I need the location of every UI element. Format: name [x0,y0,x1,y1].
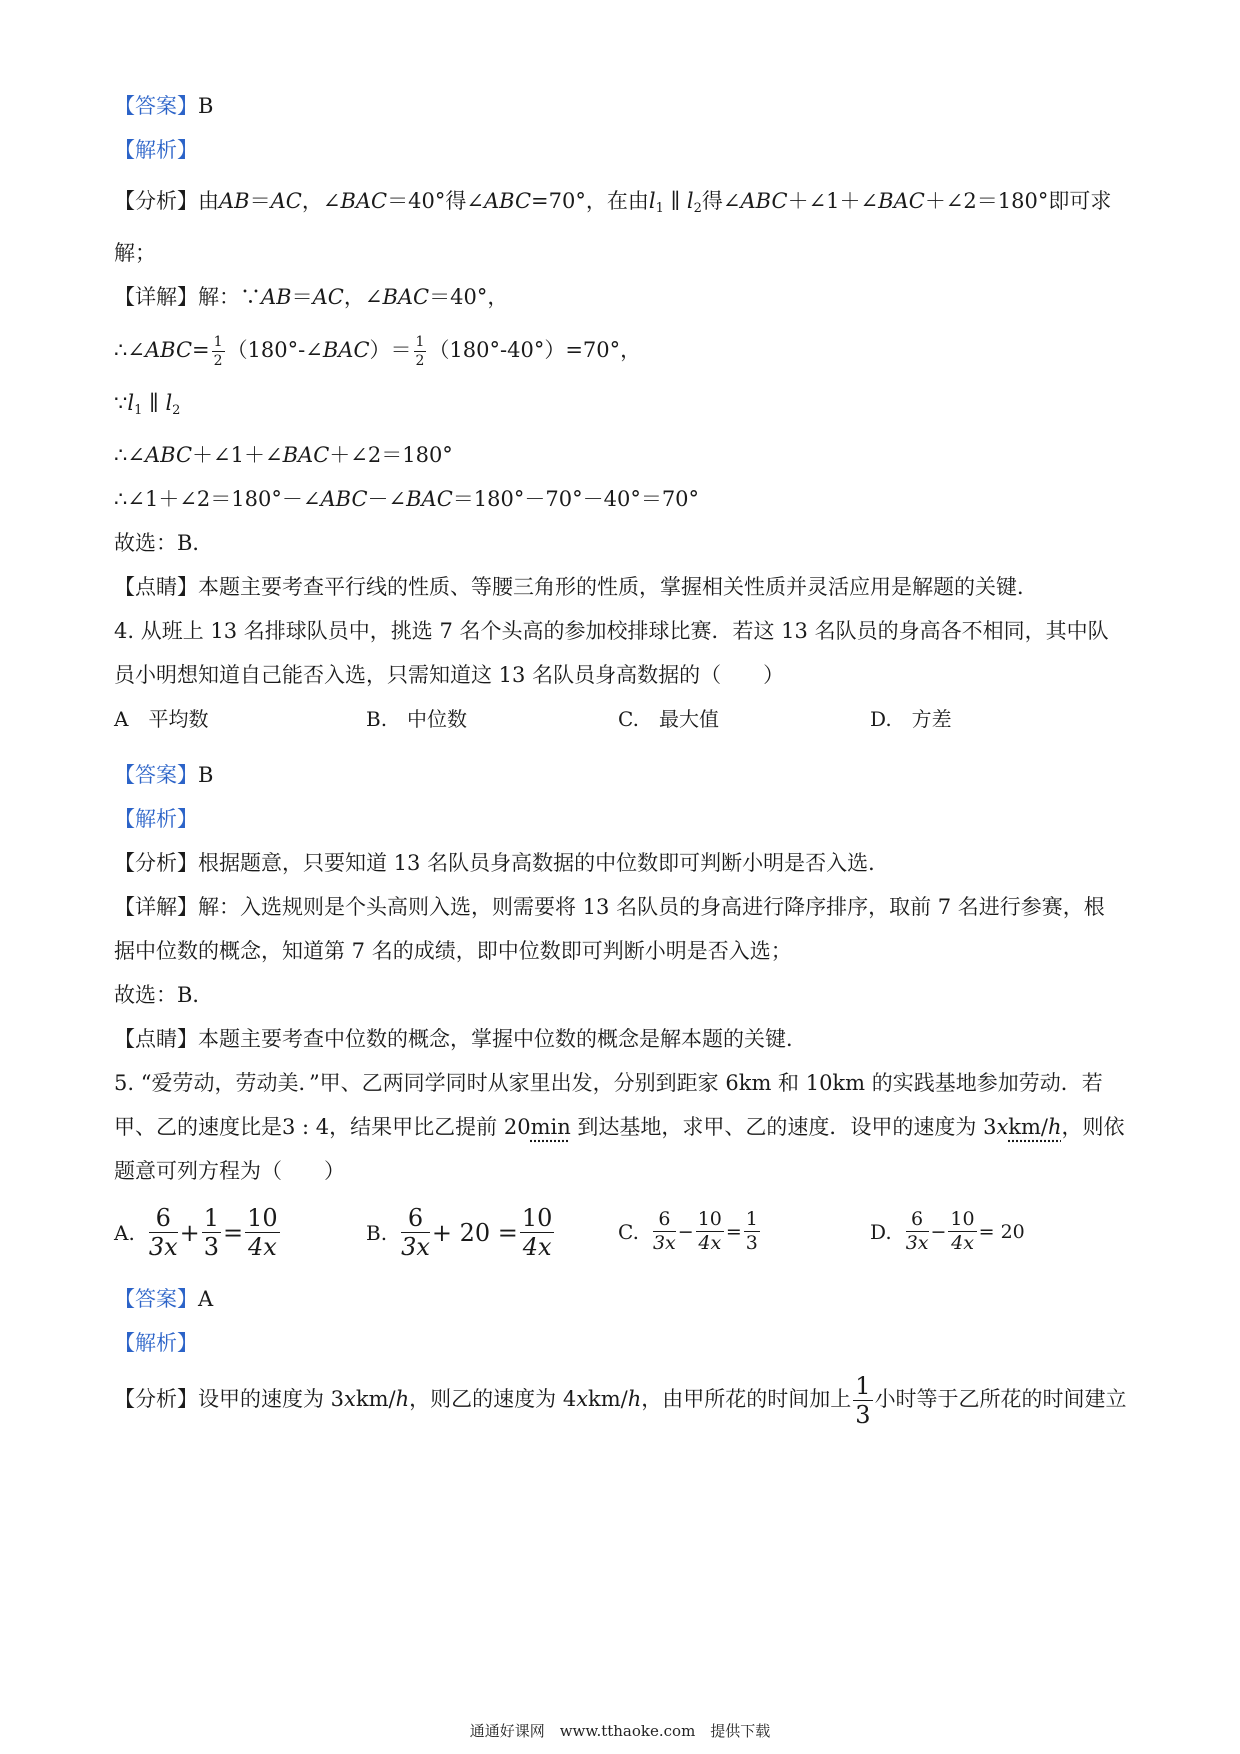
q5-option-a [114,1206,282,1259]
text: 小时等于乙所花的时间建立 [874,1387,1127,1411]
denominator: 4x [522,1233,552,1261]
text: =70°，在由 [531,189,649,213]
q5-answer-line [114,1284,213,1314]
xiangjie-tag: 【详解】 [114,285,198,309]
numerator: 1 [213,334,223,350]
operator: − [677,1220,694,1243]
text: 由 [198,189,219,213]
text: ∵ [114,391,128,415]
q4-option-d: D. 方差 [870,707,952,731]
dianjing-text: 本题主要考查平行线的性质、等腰三角形的性质，掌握相关性质并灵活应用是解题的关键． [198,575,1038,599]
text: 解：∵ [198,285,261,309]
text: （180°-∠ [226,338,323,362]
fraction [401,1206,430,1259]
denominator: 3x [401,1233,430,1261]
text: ∴∠1＋∠2＝180°－∠ [114,487,321,511]
text: ，∠ [343,285,383,309]
fenxi-tag: 【分析】 [114,1387,198,1411]
operator: = 20 [978,1220,1025,1243]
math-var: AC [312,285,344,309]
math-var: ABC [320,487,368,511]
option-label: B. [366,1220,388,1245]
q4-fenxi-line [114,848,889,878]
denominator: 3 [855,1401,871,1429]
operator: + 20 = [431,1218,518,1247]
math-var: BAC [406,487,453,511]
answer-tag: 【答案】 [114,94,198,118]
fenxi-tag: 【分析】 [114,189,198,213]
numerator: 1 [203,1204,220,1232]
q5-stem-line1: 5. “爱劳动，劳动美．”甲、乙两同学同时从家里出发，分别到距家 6km 和 10km 的实践基地参加劳动．若 [114,1071,1103,1095]
q3-xiangjie-line3 [114,388,180,426]
operator: = [725,1220,742,1243]
text: ，则依 [1061,1115,1125,1139]
math-var: AC [270,189,302,213]
jiexi-tag: 【解析】 [114,138,198,162]
text: ＝40°， [429,285,509,309]
dianjing-tag: 【点睛】 [114,575,198,599]
xiangjie-text: 解：入选规则是个头高则入选，则需要将 13 名队员的身高进行降序排序，取前 7 名进行参赛，根 [198,895,1105,919]
text: ＝180°－70°－40°＝70° [452,487,700,511]
numerator: 1 [855,1372,871,1400]
unit: km/ [355,1387,396,1411]
denominator: 4x [951,1232,974,1254]
math-var: ABC [144,443,193,467]
parallel-sign: ∥ [663,189,687,213]
numerator: 6 [653,1210,676,1232]
numerator: 6 [906,1210,929,1232]
unit: h [627,1387,642,1411]
jiexi-tag: 【解析】 [114,807,198,831]
q5-option-b [366,1206,556,1259]
q3-xiangjie-line1 [114,282,508,312]
fraction-third [853,1374,872,1427]
dianjing-text: 本题主要考查中位数的概念，掌握中位数的概念是解本题的关键． [198,1027,807,1051]
dianjing-tag: 【点睛】 [114,1027,198,1051]
q4-dianjing-line [114,1024,807,1054]
q3-dianjing-line [114,572,1038,602]
numerator: 6 [401,1206,430,1233]
text: ，由甲所花的时间加上 [641,1387,852,1411]
math-var: ABC [144,338,193,362]
text: ，结果甲比乙提前 20 [329,1115,531,1139]
subscript: 1 [655,201,664,216]
q4-option-a: A 平均数 [114,707,209,731]
numerator: 10 [950,1208,975,1230]
denominator: 4x [698,1232,722,1254]
math-var: x [576,1387,589,1411]
numerator: 1 [415,334,425,350]
text: ＝ [249,189,271,213]
q4-option-c: C. 最大值 [618,707,719,731]
parallel-sign: ∥ [142,391,166,415]
fraction-half [212,335,225,368]
text: ＋∠1＋∠ [192,443,283,467]
denominator: 3 [745,1232,758,1254]
q4-stem-line1: 4. 从班上 13 名排球队员中，挑选 7 名个头高的参加校排球比赛．若这 13 名队员的身高各不相同，其中队 [114,619,1109,643]
fraction-half [414,335,427,368]
math-var: l [165,391,173,415]
xiangjie-tag: 【详解】 [114,895,198,919]
q4-xiangjie-line1 [114,892,1105,922]
denominator: 2 [415,353,425,369]
numerator: 10 [521,1204,553,1232]
numerator: 1 [745,1208,758,1230]
fraction [149,1206,178,1259]
text: 设甲的速度为 3 [198,1387,345,1411]
unit-min: min [530,1115,571,1139]
ratio: 3 : 4 [282,1115,330,1139]
fraction [948,1210,976,1253]
math-var: AB [261,285,292,309]
q3-jiexi-line [114,135,198,165]
denominator: 4x [247,1233,277,1261]
option-label: D. [870,1219,892,1244]
subscript: 1 [134,403,143,418]
text: ＝40°得∠ [387,189,484,213]
text: （180°-40°）=70°， [428,338,642,362]
text: ，∠ [301,189,341,213]
q5-jiexi-line [114,1328,198,1358]
fraction [653,1210,676,1253]
operator: + [179,1218,200,1247]
subscript: 2 [693,201,702,216]
q5-stem-line3: 题意可列方程为（ ） [114,1159,345,1183]
q4-stem-line2: 员小明想知道自己能否入选，只需知道这 13 名队员身高数据的（ ） [114,663,785,687]
q5-option-d [870,1210,1025,1253]
jiexi-tag: 【解析】 [114,1331,198,1355]
fraction [520,1206,555,1259]
option-label: A. [114,1220,135,1245]
q5-option-c [618,1210,762,1253]
text: 到达基地，求甲、乙的速度．设甲的速度为 3 [570,1115,997,1139]
text: ∴∠ [114,338,145,362]
answer-tag: 【答案】 [114,763,198,787]
text: ∴∠ [114,443,145,467]
text: 甲、乙的速度比是 [114,1115,282,1139]
numerator: 10 [697,1208,722,1230]
fenxi-text: 根据题意，只要知道 13 名队员身高数据的中位数即可判断小明是否入选． [198,851,890,875]
math-var: ABC [740,189,788,213]
operator: = [223,1218,244,1247]
math-var: BAC [322,338,370,362]
q4-xiangjie-line2: 据中位数的概念，知道第 7 名的成绩，即中位数即可判断小明是否入选； [114,939,792,963]
math-var: BAC [282,443,330,467]
fraction [744,1210,760,1253]
answer-value: B [198,763,214,787]
math-var: BAC [340,189,388,213]
unit-kmh [1008,1115,1061,1139]
q5-fenxi-line [114,1374,1127,1427]
fenxi-tag: 【分析】 [114,851,198,875]
unit: km/ [588,1387,628,1411]
q3-xiangjie-line2 [114,330,641,370]
math-var: BAC [878,189,925,213]
q4-choose: 故选：B． [114,983,214,1007]
operator: − [930,1220,947,1243]
denominator: 3x [652,1232,676,1254]
q3-xiangjie-line4 [114,440,453,470]
unit-km: km/ [1008,1115,1048,1139]
math-var: l [686,189,694,213]
text: ＋∠2＝180°即可求 [924,189,1112,213]
q3-answer-line [114,91,213,121]
answer-value: A [198,1287,214,1311]
fraction [696,1210,724,1253]
math-var: x [996,1115,1009,1139]
text: = [192,338,210,362]
math-var: l [648,189,656,213]
text: ）＝ [369,338,412,362]
q4-answer-line [114,760,213,790]
fraction [906,1210,929,1253]
math-var: ABC [483,189,532,213]
footer-credit: 通通好课网 www.tthaoke.com 提供下载 [469,1722,771,1740]
unit: h [395,1387,410,1411]
q5-stem-line2 [114,1112,1125,1142]
q4-jiexi-line [114,804,198,834]
math-var: BAC [382,285,430,309]
fraction [245,1206,280,1259]
unit-h: h [1048,1115,1062,1139]
q3-choose: 故选：B． [114,531,214,555]
text: ，则乙的速度为 4 [409,1387,577,1411]
denominator: 3x [905,1232,929,1254]
q4-option-b: B. 中位数 [366,707,468,731]
numerator: 10 [247,1204,278,1232]
q3-fenxi-line2: 解； [114,241,156,265]
fraction [202,1206,221,1259]
text: 得∠ [701,189,741,213]
q3-fenxi-line [114,186,1111,224]
denominator: 3 [203,1233,220,1261]
subscript: 2 [172,403,181,418]
text: ＋∠1＋∠ [787,189,879,213]
math-var: AB [219,189,250,213]
answer-value: B [198,94,214,118]
math-var: l [127,391,135,415]
text: －∠ [367,487,407,511]
denominator: 2 [213,353,223,369]
numerator: 6 [149,1206,178,1233]
text: ＝ [291,285,313,309]
denominator: 3x [148,1233,178,1261]
answer-tag: 【答案】 [114,1287,198,1311]
option-label: C. [618,1219,639,1244]
text: ＋∠2＝180° [329,443,453,467]
q3-xiangjie-line5 [114,484,699,514]
math-var: x [344,1387,356,1411]
